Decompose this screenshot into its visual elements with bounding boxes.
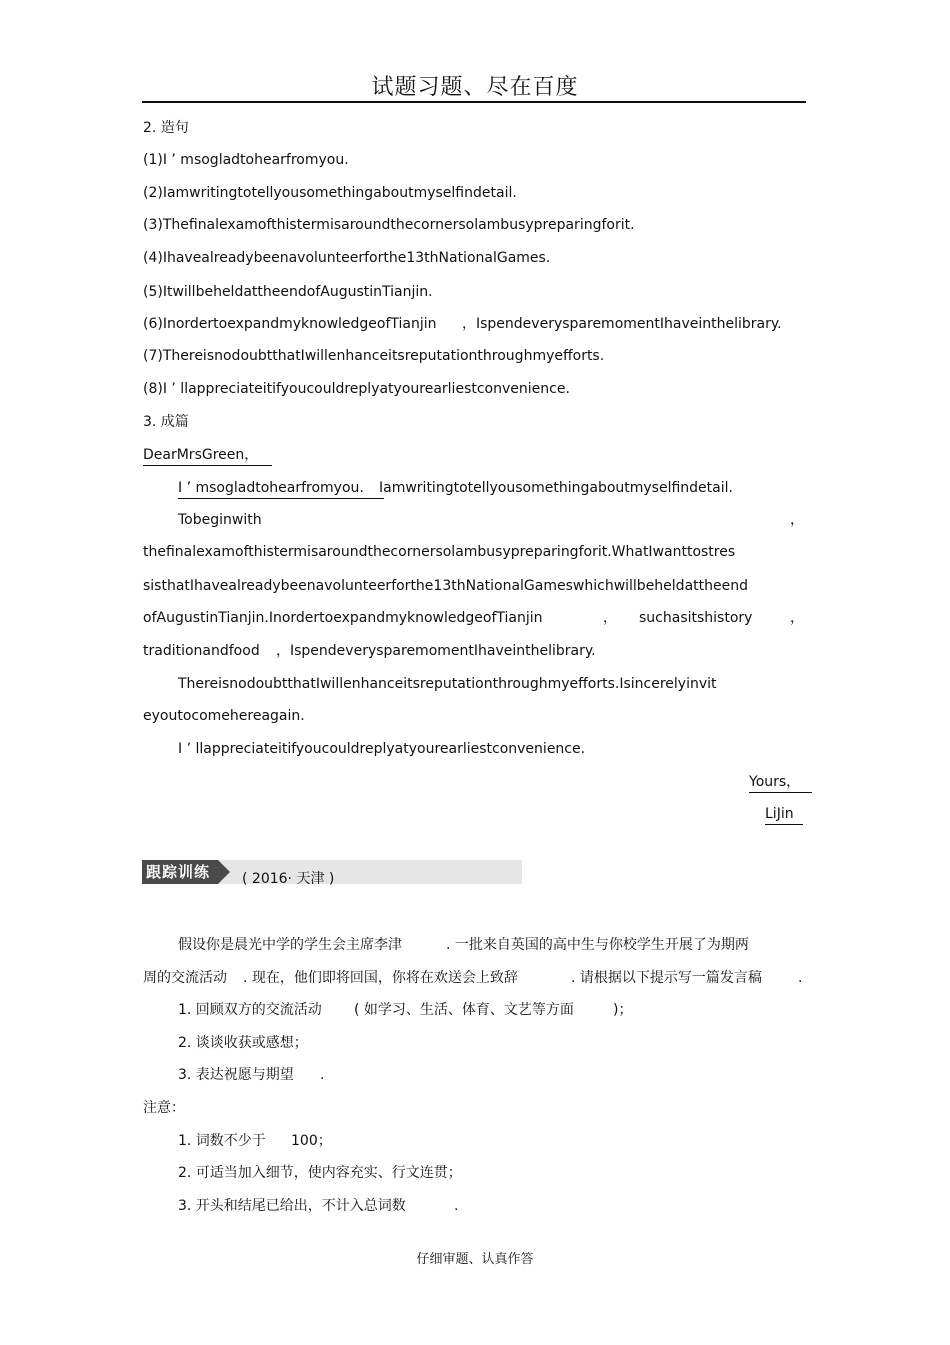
essay-para3-line2: eyoutocomehereagain. bbox=[143, 708, 305, 724]
sentence-2: (2)Iamwritingtotellyousomethingaboutmyselfindetail. bbox=[143, 185, 517, 201]
sentence-3: (3)Thefinalexamofthistermisaroundthecornersolambusypreparingforit. bbox=[143, 217, 635, 233]
essay-signature: LiJin bbox=[765, 805, 803, 825]
prompt-point3-b: . bbox=[320, 1067, 325, 1083]
essay-para2-line1-start: Tobeginwith bbox=[178, 512, 262, 528]
note-1-b: 100； bbox=[291, 1133, 332, 1149]
prompt-point2: 2. 谈谈收获或感想； bbox=[178, 1035, 308, 1051]
sentence-8: (8)I ’ llappreciateitifyoucouldreplyatyourearliestconvenience. bbox=[143, 381, 570, 397]
prompt-point1-c: )； bbox=[613, 1002, 633, 1018]
prompt-line1-a: 假设你是晨光中学的学生会主席李津 bbox=[178, 937, 402, 953]
prompt-line2-b: . 现在，他们即将回国，你将在欢送会上致辞 bbox=[243, 970, 518, 986]
essay-para1-sentence-b: Iamwritingtotellyousomethingaboutmyselfindetail. bbox=[379, 480, 733, 496]
essay-para2-line5-a: traditionandfood bbox=[143, 643, 260, 659]
essay-para2-line4-c: suchasitshistory bbox=[639, 610, 753, 626]
prompt-point1-a: 1. 回顾双方的交流活动 bbox=[178, 1002, 322, 1018]
essay-para1-sentence-a: I ’ msogladtohearfromyou. bbox=[178, 479, 384, 499]
sentence-7: (7)ThereisnodoubtthatIwillenhanceitsreputationthroughmyefforts. bbox=[143, 348, 605, 364]
essay-para2-line2: thefinalexamofthistermisaroundthecornersolambusypreparingforit.WhatIwanttostres bbox=[143, 544, 736, 560]
sentence-5: (5)ItwillbeheldattheendofAugustinTianjin. bbox=[143, 284, 433, 300]
essay-para2-line3: sisthatIhavealreadybeenavolunteerforthe13thNationalGameswhichwillbeheldattheend bbox=[143, 578, 748, 594]
sentence-6-part-b: ，IspendeverysparemomentIhaveinthelibrary. bbox=[462, 316, 782, 332]
prompt-line2-a: 周的交流活动 bbox=[143, 970, 227, 986]
essay-salutation: DearMrsGreen， bbox=[143, 446, 272, 466]
sentence-6-part-a: (6)InordertoexpandmyknowledgeofTianjin bbox=[143, 316, 437, 332]
header-divider bbox=[142, 101, 806, 103]
practice-banner-arrow-icon bbox=[218, 860, 230, 884]
prompt-line2-c: . 请根据以下提示写一篇发言稿 bbox=[571, 970, 762, 986]
essay-para2-line4-b: ， bbox=[603, 610, 617, 626]
note-2: 2. 可适当加入细节，使内容充实、行文连贯； bbox=[178, 1165, 462, 1181]
prompt-line2-d: . bbox=[798, 970, 803, 986]
note-3-b: . bbox=[454, 1198, 459, 1214]
page-footer: 仔细审题、认真作答 bbox=[416, 1252, 534, 1267]
essay-closing: Yours， bbox=[749, 773, 812, 793]
sentence-4: (4)Ihavealreadybeenavolunteerforthe13thNationalGames. bbox=[143, 250, 551, 266]
prompt-point1-b: ( 如学习、生活、体育、文艺等方面 bbox=[354, 1002, 574, 1018]
practice-banner-label: 跟踪训练 bbox=[146, 863, 211, 881]
essay-para2-line5-b: ，IspendeverysparemomentIhaveinthelibrary. bbox=[276, 643, 596, 659]
note-3-a: 3. 开头和结尾已给出，不计入总词数 bbox=[178, 1198, 406, 1214]
notes-heading: 注意： bbox=[143, 1100, 185, 1116]
section-heading-essay: 3. 成篇 bbox=[143, 414, 189, 430]
prompt-point3-a: 3. 表达祝愿与期望 bbox=[178, 1067, 294, 1083]
essay-para2-line4-a: ofAugustinTianjin.InordertoexpandmyknowledgeofTianjin bbox=[143, 610, 543, 626]
prompt-line1-b: . 一批来自英国的高中生与你校学生开展了为期两 bbox=[446, 937, 749, 953]
practice-source: ( 2016· 天津 ) bbox=[242, 871, 335, 887]
section-heading-sentences: 2. 造句 bbox=[143, 120, 189, 136]
page-header-title: 试题习题、尽在百度 bbox=[371, 75, 579, 100]
note-1-a: 1. 词数不少于 bbox=[178, 1133, 266, 1149]
essay-para2-line1-end: ， bbox=[790, 512, 804, 528]
sentence-1: (1)I ’ msogladtohearfromyou. bbox=[143, 152, 349, 168]
essay-para2-line4-d: ， bbox=[790, 610, 804, 626]
essay-para4: I ’ llappreciateitifyoucouldreplyatyourearliestconvenience. bbox=[178, 741, 586, 757]
essay-para3-line1: ThereisnodoubtthatIwillenhanceitsreputationthroughmyefforts.Isincerelyinvit bbox=[178, 676, 717, 692]
